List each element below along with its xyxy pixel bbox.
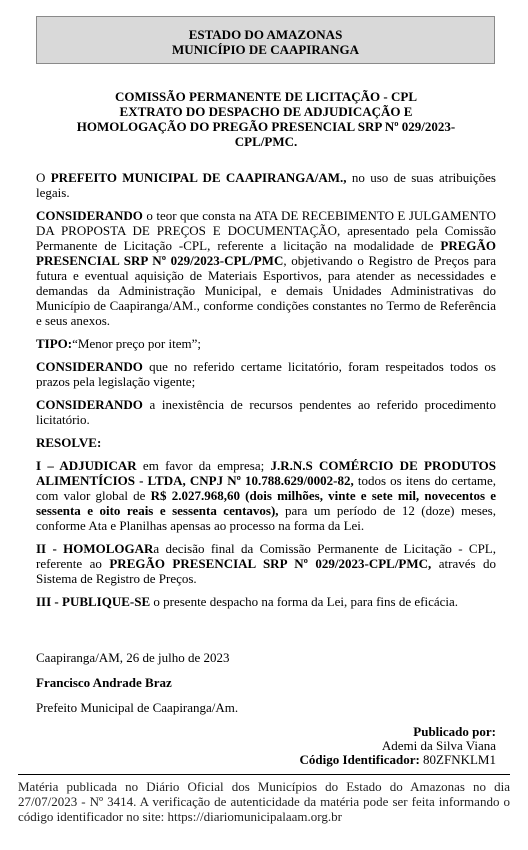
text: em favor da empresa; — [136, 458, 271, 473]
published-by-label: Publicado por: — [413, 724, 496, 739]
document-title — [36, 89, 496, 149]
text: no uso de suas atribuições legais. — [36, 170, 496, 200]
bold-text: II - HOMOLOGAR — [36, 541, 154, 556]
bold-text: R$ 2.027.968,60 (dois milhões, vinte e sete mil, novecentos e sessenta e oito reais e sessenta centavos), — [36, 488, 496, 518]
footer-divider — [18, 774, 510, 775]
bold-text: J.R.N.S COMÉRCIO DE PRODUTOS ALIMENTÍCIOS - LTDA, CNPJ Nº 10.788.629/0002-82, — [36, 458, 496, 488]
paragraph-considerando-2 — [36, 359, 496, 389]
identifier-code: 80ZFNKLM1 — [423, 752, 496, 767]
bold-text: PREFEITO MUNICIPAL DE CAAPIRANGA/AM., — [50, 170, 347, 185]
bold-text: TIPO: — [36, 336, 73, 351]
identifier-line — [300, 753, 496, 767]
title-line-4: CPL/PMC. — [234, 134, 298, 149]
bold-text: CONSIDERANDO — [36, 359, 143, 374]
paragraph-prefeito — [36, 170, 496, 200]
paragraph-publique — [36, 594, 496, 609]
signer-role: Prefeito Municipal de Caapiranga/Am. — [36, 700, 239, 715]
paragraph-considerando-1 — [36, 208, 496, 328]
paragraph-considerando-3 — [36, 397, 496, 427]
text: O — [36, 170, 51, 185]
state-name: ESTADO DO AMAZONAS — [188, 27, 343, 42]
document-body — [36, 170, 496, 617]
text: o teor que consta na ATA DE RECEBIMENTO E JULGAMENTO DA PROPOSTA DE PREÇOS E DOCUMENTAÇÃO, apresentado pela Comissão Permanente de Licitação -CPL, referente a licitação na modalidade de — [36, 208, 496, 253]
bold-text: RESOLVE: — [36, 435, 102, 450]
title-line-2: EXTRATO DO DESPACHO DE ADJUDICAÇÃO E — [119, 104, 413, 119]
footer-note: Matéria publicada no Diário Oficial dos Municípios do Estado do Amazonas no dia 27/07/2023 - Nº 3414. A verificação de autenticidade da matéria pode ser feita informando o código identificador no site: https://diariomunicipalaam.org.br — [18, 779, 510, 824]
text: todos os itens do certame, com valor global de — [36, 473, 497, 503]
paragraph-homologar — [36, 541, 496, 586]
bold-text: III - PUBLIQUE-SE — [36, 594, 151, 609]
text: o presente despacho na forma da Lei, para fins de eficácia. — [150, 594, 459, 609]
title-line-1: COMISSÃO PERMANENTE DE LICITAÇÃO - CPL — [114, 89, 418, 104]
identifier-label: Código Identificador: — [299, 752, 420, 767]
paragraph-resolve — [36, 435, 496, 450]
publication-info — [300, 725, 496, 767]
bold-text: I – ADJUDICAR — [36, 458, 137, 473]
text: , objetivando o Registro de Preços para futura e eventual aquisição de Materiais Esportivos, para atender as necessidades e demandas da Administração Municipal, e demais Unidades Administrativas do Município de Caapiranga/AM., conforme condições constantes no Termo de Referência e seus anexos. — [36, 253, 496, 328]
bold-text: CONSIDERANDO — [36, 208, 143, 223]
text: a decisão final da Comissão Permanente de Licitação - CPL, referente ao — [36, 541, 496, 571]
text: “Menor preço por item”; — [72, 336, 201, 351]
municipality-name: MUNICÍPIO DE CAAPIRANGA — [171, 42, 360, 57]
paragraph-tipo — [36, 336, 496, 351]
text: que no referido certame licitatório, foram respeitados todos os prazos pela legislação vigente; — [36, 359, 496, 389]
title-line-3: HOMOLOGAÇÃO DO PREGÃO PRESENCIAL SRP Nº 029/2023- — [76, 119, 456, 134]
text: para um período de 12 (doze) meses, conforme Ata e Planilhas apensas ao processo na forma da Lei. — [36, 503, 496, 533]
text: através do Sistema de Registro de Preços. — [36, 556, 496, 586]
place-date: Caapiranga/AM, 26 de julho de 2023 — [36, 650, 230, 665]
bold-text: PREGÃO PRESENCIAL SRP Nº 029/2023-CPL/PMC, — [109, 556, 432, 571]
signer-name: Francisco Andrade Braz — [36, 675, 172, 690]
state-header — [36, 16, 495, 64]
bold-text: CONSIDERANDO — [36, 397, 143, 412]
text: a inexistência de recursos pendentes ao referido procedimento licitatório. — [36, 397, 496, 427]
bold-text: PREGÃO PRESENCIAL SRP Nº 029/2023-CPL/PMC — [36, 238, 496, 268]
publisher-name: Ademi da Silva Viana — [381, 738, 496, 753]
paragraph-adjudicar — [36, 458, 496, 533]
